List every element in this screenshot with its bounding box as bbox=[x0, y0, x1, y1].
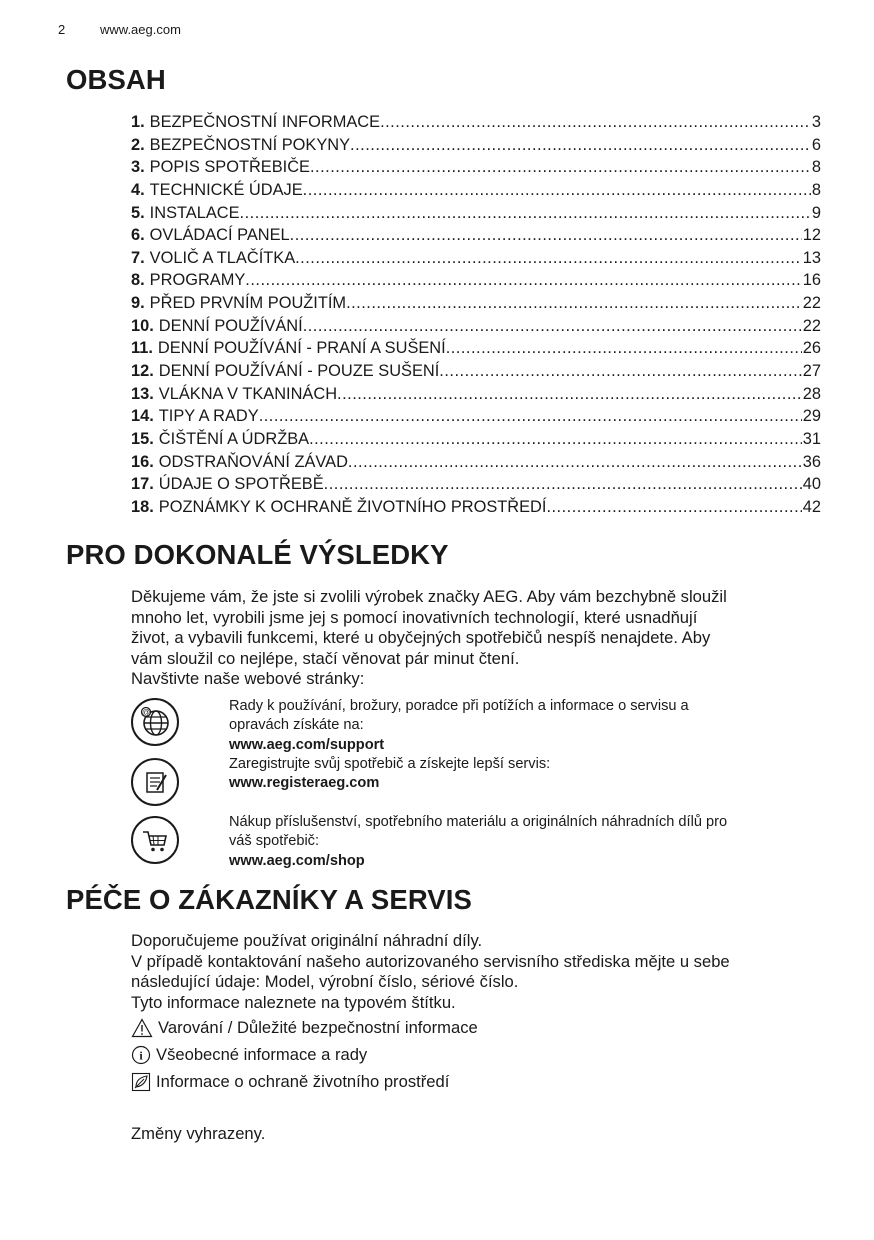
toc-leader-dots bbox=[303, 315, 802, 338]
toc-item[interactable] bbox=[131, 292, 821, 315]
service-line: následující údaje: Model, výrobní číslo, sériové číslo. bbox=[131, 972, 519, 992]
toc-item-label: BEZPEČNOSTNÍ POKYNY bbox=[149, 135, 351, 154]
toc-leader-dots bbox=[324, 473, 802, 496]
toc-leader-dots bbox=[446, 337, 802, 360]
results-line: Navštivte naše webové stránky: bbox=[131, 669, 365, 689]
results-line: život, a vybavili funkcemi, které u obyčejných spotřebičů nespíš nenajdete. Aby bbox=[131, 628, 711, 648]
toc-item-label: OVLÁDACÍ PANEL bbox=[149, 226, 290, 245]
toc-item[interactable] bbox=[131, 428, 821, 451]
toc-item-label: VOLIČ A TLAČÍTKA bbox=[149, 248, 296, 267]
toc-item[interactable] bbox=[131, 337, 821, 360]
toc-item-page: 8 bbox=[811, 158, 821, 177]
results-line: vám sloužil co nejlépe, stačí věnovat pár minut čtení. bbox=[131, 648, 520, 668]
toc-item-number: 2. bbox=[131, 135, 145, 154]
toc-item-page: 9 bbox=[811, 203, 821, 222]
toc-item[interactable] bbox=[131, 134, 821, 157]
toc-leader-dots bbox=[240, 202, 811, 225]
service-intro bbox=[131, 931, 831, 1013]
results-intro bbox=[131, 587, 831, 690]
toc-item-page: 36 bbox=[802, 452, 821, 471]
toc-item-page: 26 bbox=[802, 339, 821, 358]
toc-item-number: 14. bbox=[131, 407, 154, 426]
toc-item[interactable] bbox=[131, 383, 821, 406]
shop-text: váš spotřebič: bbox=[229, 833, 320, 850]
toc-item-label: DENNÍ POUŽÍVÁNÍ bbox=[158, 316, 303, 335]
toc-item-page: 42 bbox=[802, 497, 821, 516]
warning-icon bbox=[131, 1018, 153, 1038]
toc-leader-dots bbox=[303, 179, 811, 202]
toc-item-number: 13. bbox=[131, 384, 154, 403]
toc-item-label: ODSTRAŇOVÁNÍ ZÁVAD bbox=[158, 452, 348, 471]
toc-leader-dots bbox=[348, 451, 802, 474]
toc-leader-dots bbox=[245, 269, 801, 292]
register-icon bbox=[131, 758, 179, 806]
toc-item-label: ÚDAJE O SPOTŘEBĚ bbox=[158, 475, 324, 494]
toc-leader-dots bbox=[346, 292, 802, 315]
globe-icon bbox=[131, 698, 179, 746]
toc-item-page: 16 bbox=[802, 271, 821, 290]
toc-item[interactable] bbox=[131, 247, 821, 270]
toc-item[interactable] bbox=[131, 179, 821, 202]
toc-item[interactable] bbox=[131, 473, 821, 496]
toc-item-page: 22 bbox=[802, 316, 821, 335]
toc-item-number: 10. bbox=[131, 316, 154, 335]
info-label: Všeobecné informace a rady bbox=[156, 1045, 368, 1064]
toc-item[interactable] bbox=[131, 224, 821, 247]
service-line: Doporučujeme používat originální náhradní díly. bbox=[131, 931, 483, 950]
toc-item[interactable] bbox=[131, 405, 821, 428]
toc-item-number: 15. bbox=[131, 429, 154, 448]
toc-leader-dots bbox=[350, 134, 811, 157]
toc-item-label: TIPY A RADY bbox=[158, 407, 259, 426]
toc-item-label: PŘED PRVNÍM POUŽITÍM bbox=[149, 294, 347, 313]
toc-item-number: 1. bbox=[131, 113, 145, 131]
page-header bbox=[58, 22, 181, 37]
toc-item-label: TECHNICKÉ ÚDAJE bbox=[149, 180, 303, 199]
site-url[interactable]: www.aeg.com bbox=[100, 22, 181, 37]
toc-item-number: 4. bbox=[131, 180, 145, 199]
toc-item-number: 11. bbox=[131, 339, 153, 358]
toc-item-number: 12. bbox=[131, 362, 154, 381]
toc-leader-dots bbox=[439, 360, 801, 383]
warning-label: Varování / Důležité bezpečnostní informace bbox=[158, 1018, 478, 1037]
toc-item-page: 12 bbox=[802, 226, 821, 245]
toc-leader-dots bbox=[380, 111, 811, 134]
environment-icon bbox=[131, 1072, 151, 1092]
toc-item-number: 18. bbox=[131, 497, 154, 516]
toc-item-label: DENNÍ POUŽÍVÁNÍ - PRANÍ A SUŠENÍ bbox=[157, 339, 446, 358]
toc-item-page: 8 bbox=[811, 180, 821, 199]
toc-item-label: ČIŠTĚNÍ A ÚDRŽBA bbox=[158, 429, 310, 448]
toc-item-page: 27 bbox=[802, 362, 821, 381]
toc-item[interactable] bbox=[131, 496, 821, 519]
toc-item[interactable] bbox=[131, 111, 821, 134]
environment-label: Informace o ochraně životního prostředí bbox=[156, 1072, 450, 1091]
register-text: Zaregistrujte svůj spotřebič a získejte lepší servis: bbox=[229, 756, 551, 772]
toc-item-number: 9. bbox=[131, 294, 145, 313]
toc-item-number: 3. bbox=[131, 158, 145, 177]
toc-item-page: 40 bbox=[802, 475, 821, 494]
toc-leader-dots bbox=[337, 383, 802, 406]
register-url-link[interactable]: www.registeraeg.com bbox=[229, 775, 380, 792]
toc-leader-dots bbox=[309, 428, 802, 451]
toc-leader-dots bbox=[310, 156, 811, 179]
svg-text:@: @ bbox=[141, 708, 151, 717]
info-symbol-row bbox=[131, 1044, 367, 1066]
toc-item-label: PROGRAMY bbox=[149, 271, 246, 290]
toc-item-number: 6. bbox=[131, 226, 145, 245]
warning-symbol-row bbox=[131, 1017, 478, 1039]
toc-item-label: POZNÁMKY K OCHRANĚ ŽIVOTNÍHO PROSTŘEDÍ bbox=[158, 497, 547, 516]
page-number: 2 bbox=[58, 22, 66, 37]
toc-item-page: 6 bbox=[811, 135, 821, 154]
toc-item-page: 13 bbox=[802, 248, 821, 267]
toc-leader-dots bbox=[259, 405, 802, 428]
toc-leader-dots bbox=[546, 496, 801, 519]
environment-symbol-row bbox=[131, 1071, 449, 1093]
toc-title: OBSAH bbox=[66, 64, 166, 95]
toc-item-label: DENNÍ POUŽÍVÁNÍ - POUZE SUŠENÍ bbox=[158, 362, 440, 381]
changes-reserved-note: Změny vyhrazeny. bbox=[131, 1124, 266, 1143]
toc-item-number: 7. bbox=[131, 248, 145, 267]
table-of-contents bbox=[131, 111, 821, 519]
shop-text: Nákup příslušenství, spotřebního materiálu a originálních náhradních dílů pro bbox=[229, 814, 728, 830]
support-text: Rady k používání, brožury, poradce při potížích a informace o servisu a bbox=[229, 698, 689, 714]
toc-item-number: 16. bbox=[131, 452, 154, 471]
toc-item-number: 17. bbox=[131, 475, 154, 494]
shop-url-link[interactable]: www.aeg.com/shop bbox=[229, 852, 365, 869]
toc-item-page: 22 bbox=[802, 294, 821, 313]
toc-item-number: 8. bbox=[131, 271, 145, 290]
toc-leader-dots bbox=[295, 247, 802, 270]
toc-item-page: 3 bbox=[811, 113, 821, 131]
toc-item[interactable] bbox=[131, 269, 821, 292]
toc-leader-dots bbox=[290, 224, 802, 247]
toc-item-page: 31 bbox=[802, 429, 821, 448]
service-line: V případě kontaktování našeho autorizovaného servisního střediska mějte u sebe bbox=[131, 951, 730, 971]
toc-item-label: VLÁKNA V TKANINÁCH bbox=[158, 384, 338, 403]
shopping-cart-icon bbox=[131, 816, 179, 864]
toc-item[interactable] bbox=[131, 315, 821, 338]
toc-item-page: 29 bbox=[802, 407, 821, 426]
toc-item-page: 28 bbox=[802, 384, 821, 403]
svg-text:i: i bbox=[139, 1048, 143, 1063]
results-line: mnoho let, vyrobili jsme jej s pomocí inovativních technologií, které usnadňují bbox=[131, 607, 698, 627]
toc-item[interactable] bbox=[131, 451, 821, 474]
service-title: PÉČE O ZÁKAZNÍKY A SERVIS bbox=[66, 884, 472, 915]
results-line: Děkujeme vám, že jste si zvolili výrobek značky AEG. Aby vám bezchybně sloužil bbox=[131, 587, 727, 606]
toc-item[interactable] bbox=[131, 156, 821, 179]
service-line: Tyto informace naleznete na typovém štítku. bbox=[131, 992, 456, 1012]
support-text: opravách získáte na: bbox=[229, 717, 364, 734]
toc-item[interactable] bbox=[131, 202, 821, 225]
results-title: PRO DOKONALÉ VÝSLEDKY bbox=[66, 539, 449, 570]
toc-item-label: POPIS SPOTŘEBIČE bbox=[149, 158, 310, 177]
toc-item-label: INSTALACE bbox=[149, 203, 240, 222]
info-icon bbox=[131, 1045, 151, 1065]
support-url-link[interactable]: www.aeg.com/support bbox=[229, 736, 385, 753]
toc-item-number: 5. bbox=[131, 203, 145, 222]
toc-item[interactable] bbox=[131, 360, 821, 383]
toc-item-label: BEZPEČNOSTNÍ INFORMACE bbox=[149, 113, 381, 131]
